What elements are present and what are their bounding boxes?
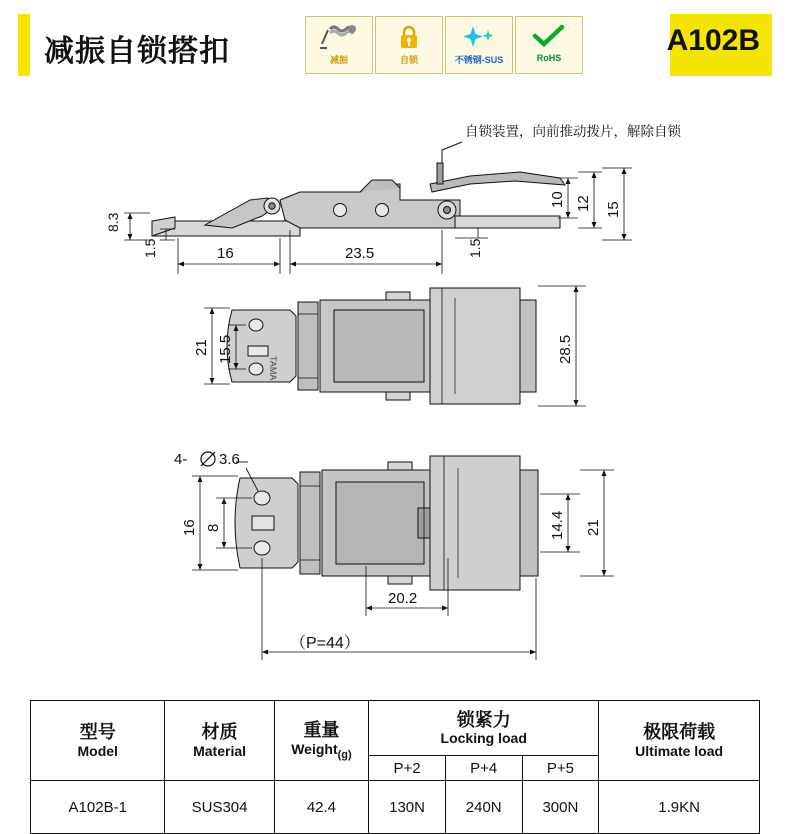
spring-damper-icon [318, 21, 360, 53]
table-header-row [31, 701, 760, 756]
cell-ultimate-load: 1.9KN [599, 781, 760, 834]
badge-rohs [515, 16, 583, 74]
model-code: A102B [666, 24, 760, 57]
badge-stainless-steel [445, 16, 513, 74]
cell-load-p5: 300N [522, 781, 599, 834]
th-load-p4: P+4 [445, 756, 522, 781]
badge-vibration-damping [305, 16, 373, 74]
dim-pitch: （P=44） [290, 635, 360, 652]
dim-8: 8 [205, 523, 222, 532]
dim-10: 10 [549, 191, 566, 208]
th-ultimate-load: 极限荷载 Ultimate load [599, 701, 760, 781]
badge-self-locking [375, 16, 443, 74]
dim-1-5-right: 1.5 [467, 238, 483, 258]
dim-14-4: 14.4 [549, 510, 566, 540]
page-title: 减振自锁搭扣 [44, 35, 230, 68]
th-weight: 重量 Weight$_{(g)}$ [274, 701, 369, 781]
cell-material: SUS304 [165, 781, 274, 834]
dim-15: 15 [605, 201, 622, 218]
badge-label: RoHS [536, 53, 562, 63]
dim-1-5-left: 1.5 [142, 238, 158, 258]
sparkle-icon [459, 21, 499, 53]
hole-callout-dia: 3.6 [219, 451, 240, 468]
th-material: 材质 Material [165, 701, 274, 781]
dim-15-5: 15.5 [217, 334, 234, 364]
hole-callout-prefix: 4- [174, 451, 188, 468]
checkmark-icon [531, 21, 567, 53]
spec-table-wrapper [30, 700, 760, 816]
cell-weight: 42.4 [274, 781, 369, 834]
dim-20-2: 20.2 [388, 590, 418, 607]
cell-load-p4: 240N [445, 781, 522, 834]
cell-model: A102B-1 [31, 781, 165, 834]
dim-16-bottom: 16 [181, 519, 198, 536]
th-locking-load: 锁紧力 Locking load [369, 701, 599, 756]
dim-28-5: 28.5 [557, 334, 574, 364]
dim-12: 12 [575, 195, 592, 212]
th-load-p5: P+5 [522, 756, 599, 781]
feature-badges [305, 16, 583, 74]
dim-21-top: 21 [193, 339, 210, 356]
page-header [0, 0, 790, 88]
cell-load-p2: 130N [369, 781, 446, 834]
th-load-p2: P+2 [369, 756, 446, 781]
badge-label: 自锁 [399, 55, 418, 65]
dim-23-5: 23.5 [345, 245, 375, 262]
technical-drawing [0, 88, 790, 688]
badge-label: 减振 [329, 55, 348, 65]
brand-text: TAMA [268, 356, 278, 381]
spec-table [30, 700, 760, 834]
padlock-icon [394, 21, 424, 53]
dim-16: 16 [217, 245, 234, 262]
self-lock-note: 自锁装置，向前推动拨片，解除自锁 [465, 124, 681, 139]
dim-21-bottom: 21 [585, 519, 602, 536]
badge-label: 不锈钢-SUS [454, 55, 504, 65]
th-model: 型号 Model [31, 701, 165, 781]
dim-8-3: 8.3 [105, 212, 121, 232]
